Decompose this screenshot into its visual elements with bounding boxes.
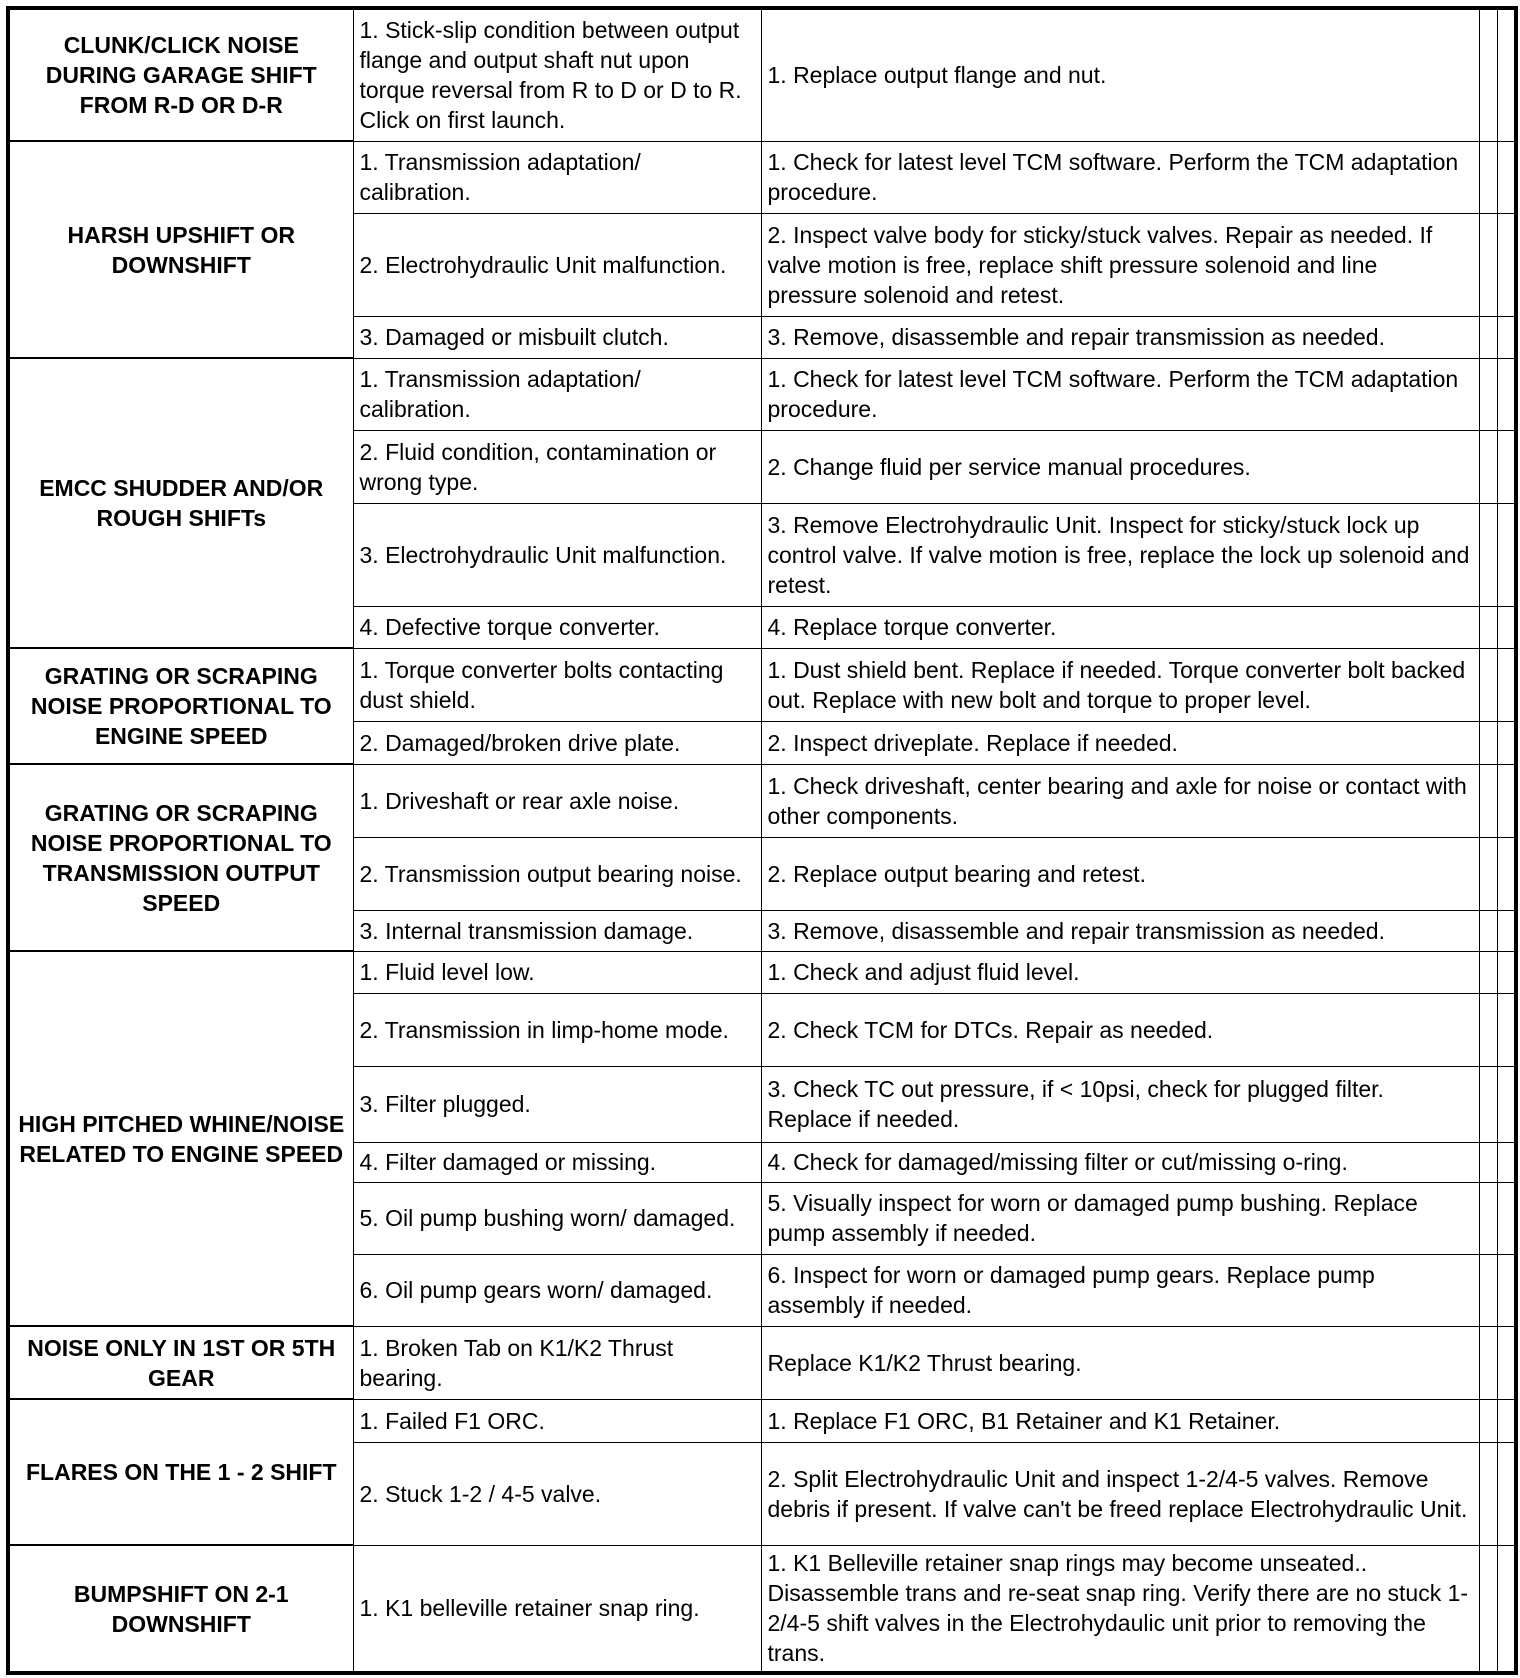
- correction-cell: 2. Inspect valve body for sticky/stuck valves. Repair as needed. If valve motion is free, replace shift pressure solenoid and line pressure solenoid and retest.: [761, 213, 1479, 316]
- blank-check-cell: [1497, 721, 1516, 764]
- symptom-cell: BUMPSHIFT ON 2-1 DOWNSHIFT: [8, 1545, 353, 1673]
- symptom-cell: EMCC SHUDDER AND/OR ROUGH SHIFTs: [8, 358, 353, 648]
- table-row: [8, 1545, 1516, 1673]
- correction-cell: 6. Inspect for worn or damaged pump gears. Replace pump assembly if needed.: [761, 1254, 1479, 1326]
- correction-cell: 3. Remove Electrohydraulic Unit. Inspect for sticky/stuck lock up control valve. If valve motion is free, replace the lock up solenoid and retest.: [761, 503, 1479, 606]
- symptom-cell: CLUNK/CLICK NOISE DURING GARAGE SHIFT FROM R-D OR D-R: [8, 8, 353, 141]
- cause-cell: 2. Stuck 1-2 / 4-5 valve.: [353, 1442, 761, 1545]
- cause-cell: 1. Transmission adaptation/ calibration.: [353, 141, 761, 213]
- cause-cell: 3. Internal transmission damage.: [353, 910, 761, 951]
- correction-cell: 2. Replace output bearing and retest.: [761, 837, 1479, 910]
- blank-check-cell: [1479, 1545, 1497, 1673]
- blank-check-cell: [1497, 213, 1516, 316]
- table-row: [8, 648, 1516, 721]
- blank-check-cell: [1479, 764, 1497, 837]
- cause-cell: 2. Transmission output bearing noise.: [353, 837, 761, 910]
- symptom-cell: HARSH UPSHIFT OR DOWNSHIFT: [8, 141, 353, 358]
- blank-check-cell: [1497, 951, 1516, 993]
- symptom-cell: GRATING OR SCRAPING NOISE PROPORTIONAL TO ENGINE SPEED: [8, 648, 353, 764]
- cause-cell: 2. Fluid condition, contamination or wrong type.: [353, 430, 761, 503]
- cause-cell: 3. Filter plugged.: [353, 1066, 761, 1142]
- blank-check-cell: [1479, 837, 1497, 910]
- blank-check-cell: [1497, 430, 1516, 503]
- blank-check-cell: [1479, 993, 1497, 1066]
- diagnosis-table-body: [8, 8, 1516, 1673]
- cause-cell: 1. Broken Tab on K1/K2 Thrust bearing.: [353, 1326, 761, 1399]
- blank-check-cell: [1479, 8, 1497, 141]
- correction-cell: 3. Check TC out pressure, if < 10psi, check for plugged filter. Replace if needed.: [761, 1066, 1479, 1142]
- blank-check-cell: [1497, 764, 1516, 837]
- blank-check-cell: [1479, 1326, 1497, 1399]
- blank-check-cell: [1479, 1182, 1497, 1254]
- cause-cell: 6. Oil pump gears worn/ damaged.: [353, 1254, 761, 1326]
- table-row: [8, 764, 1516, 837]
- blank-check-cell: [1497, 648, 1516, 721]
- cause-cell: 2. Transmission in limp-home mode.: [353, 993, 761, 1066]
- cause-cell: 1. Fluid level low.: [353, 951, 761, 993]
- blank-check-cell: [1479, 1399, 1497, 1442]
- blank-check-cell: [1479, 141, 1497, 213]
- correction-cell: 1. Check and adjust fluid level.: [761, 951, 1479, 993]
- table-row: [8, 8, 1516, 141]
- correction-cell: 1. K1 Belleville retainer snap rings may become unseated.. Disassemble trans and re-seat snap ring. Verify there are no stuck 1-2/4-5 shift valves in the Electrohydaulic unit prior to removing the trans.: [761, 1545, 1479, 1673]
- correction-cell: 2. Change fluid per service manual procedures.: [761, 430, 1479, 503]
- correction-cell: 2. Check TCM for DTCs. Repair as needed.: [761, 993, 1479, 1066]
- symptom-cell: HIGH PITCHED WHINE/NOISE RELATED TO ENGINE SPEED: [8, 951, 353, 1326]
- blank-check-cell: [1479, 503, 1497, 606]
- cause-cell: 1. Torque converter bolts contacting dust shield.: [353, 648, 761, 721]
- correction-cell: 1. Replace F1 ORC, B1 Retainer and K1 Retainer.: [761, 1399, 1479, 1442]
- correction-cell: 2. Inspect driveplate. Replace if needed.: [761, 721, 1479, 764]
- blank-check-cell: [1497, 1066, 1516, 1142]
- cause-cell: 3. Electrohydraulic Unit malfunction.: [353, 503, 761, 606]
- correction-cell: 1. Check for latest level TCM software. Perform the TCM adaptation procedure.: [761, 358, 1479, 430]
- correction-cell: 4. Check for damaged/missing filter or cut/missing o-ring.: [761, 1142, 1479, 1182]
- cause-cell: 3. Damaged or misbuilt clutch.: [353, 316, 761, 358]
- blank-check-cell: [1497, 1254, 1516, 1326]
- correction-cell: 4. Replace torque converter.: [761, 606, 1479, 648]
- blank-check-cell: [1479, 951, 1497, 993]
- correction-cell: 1. Dust shield bent. Replace if needed. Torque converter bolt backed out. Replace with new bolt and torque to proper level.: [761, 648, 1479, 721]
- blank-check-cell: [1479, 1254, 1497, 1326]
- blank-check-cell: [1497, 910, 1516, 951]
- cause-cell: 1. Failed F1 ORC.: [353, 1399, 761, 1442]
- blank-check-cell: [1497, 8, 1516, 141]
- cause-cell: 2. Electrohydraulic Unit malfunction.: [353, 213, 761, 316]
- blank-check-cell: [1479, 430, 1497, 503]
- cause-cell: 2. Damaged/broken drive plate.: [353, 721, 761, 764]
- table-row: [8, 358, 1516, 430]
- table-row: [8, 1326, 1516, 1399]
- blank-check-cell: [1479, 721, 1497, 764]
- table-row: [8, 951, 1516, 993]
- blank-check-cell: [1497, 141, 1516, 213]
- blank-check-cell: [1497, 1442, 1516, 1545]
- cause-cell: 4. Filter damaged or missing.: [353, 1142, 761, 1182]
- correction-cell: 3. Remove, disassemble and repair transmission as needed.: [761, 316, 1479, 358]
- blank-check-cell: [1497, 358, 1516, 430]
- blank-check-cell: [1479, 910, 1497, 951]
- blank-check-cell: [1497, 1326, 1516, 1399]
- blank-check-cell: [1497, 316, 1516, 358]
- symptom-cell: GRATING OR SCRAPING NOISE PROPORTIONAL TO TRANSMISSION OUTPUT SPEED: [8, 764, 353, 951]
- symptom-cell: FLARES ON THE 1 - 2 SHIFT: [8, 1399, 353, 1545]
- cause-cell: 5. Oil pump bushing worn/ damaged.: [353, 1182, 761, 1254]
- cause-cell: 1. Stick-slip condition between output flange and output shaft nut upon torque reversal from R to D or D to R. Click on first launch.: [353, 8, 761, 141]
- blank-check-cell: [1497, 1399, 1516, 1442]
- cause-cell: 4. Defective torque converter.: [353, 606, 761, 648]
- blank-check-cell: [1497, 503, 1516, 606]
- correction-cell: 1. Check for latest level TCM software. Perform the TCM adaptation procedure.: [761, 141, 1479, 213]
- blank-check-cell: [1497, 606, 1516, 648]
- correction-cell: 2. Split Electrohydraulic Unit and inspect 1-2/4-5 valves. Remove debris if present. If valve can't be freed replace Electrohydraulic Unit.: [761, 1442, 1479, 1545]
- correction-cell: 1. Check driveshaft, center bearing and axle for noise or contact with other components.: [761, 764, 1479, 837]
- blank-check-cell: [1479, 358, 1497, 430]
- blank-check-cell: [1479, 1442, 1497, 1545]
- correction-cell: Replace K1/K2 Thrust bearing.: [761, 1326, 1479, 1399]
- diagnosis-table: [6, 6, 1518, 1675]
- blank-check-cell: [1479, 1142, 1497, 1182]
- correction-cell: 3. Remove, disassemble and repair transmission as needed.: [761, 910, 1479, 951]
- blank-check-cell: [1497, 993, 1516, 1066]
- blank-check-cell: [1479, 648, 1497, 721]
- table-row: [8, 1399, 1516, 1442]
- blank-check-cell: [1479, 1066, 1497, 1142]
- blank-check-cell: [1479, 316, 1497, 358]
- blank-check-cell: [1479, 606, 1497, 648]
- cause-cell: 1. K1 belleville retainer snap ring.: [353, 1545, 761, 1673]
- blank-check-cell: [1497, 1545, 1516, 1673]
- symptom-cell: NOISE ONLY IN 1ST OR 5TH GEAR: [8, 1326, 353, 1399]
- cause-cell: 1. Driveshaft or rear axle noise.: [353, 764, 761, 837]
- table-row: [8, 141, 1516, 213]
- cause-cell: 1. Transmission adaptation/ calibration.: [353, 358, 761, 430]
- blank-check-cell: [1479, 213, 1497, 316]
- blank-check-cell: [1497, 1182, 1516, 1254]
- blank-check-cell: [1497, 1142, 1516, 1182]
- blank-check-cell: [1497, 837, 1516, 910]
- correction-cell: 5. Visually inspect for worn or damaged pump bushing. Replace pump assembly if needed.: [761, 1182, 1479, 1254]
- correction-cell: 1. Replace output flange and nut.: [761, 8, 1479, 141]
